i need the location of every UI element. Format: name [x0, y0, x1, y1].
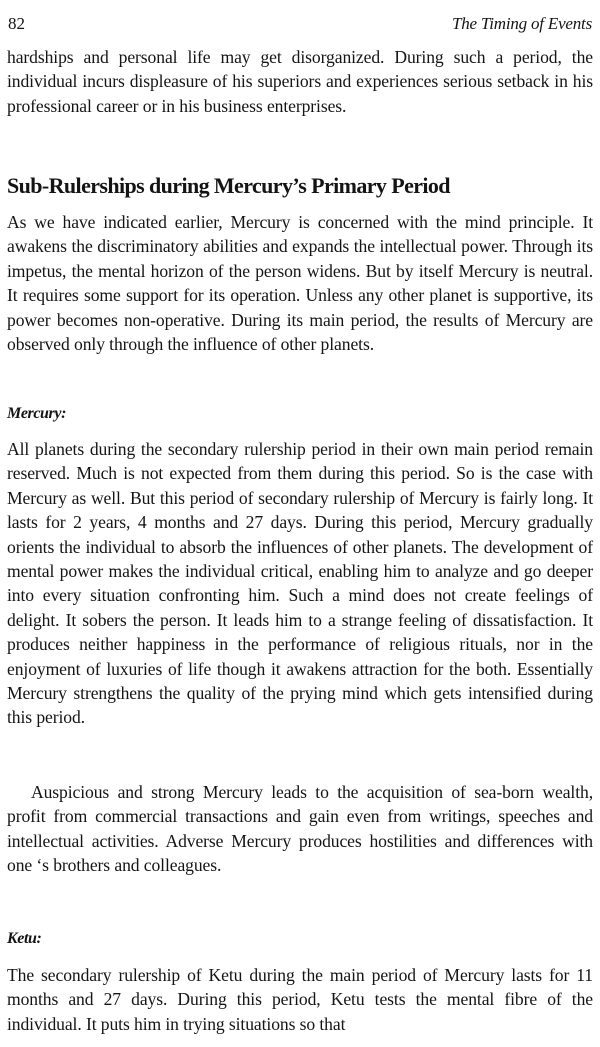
intro-paragraph: hardships and personal life may get disorganized. During such a period, the individual incurs displeasure of his superiors and experiences serious setback in his professional career or in his business enterprises.: [7, 47, 593, 116]
subheading-ketu: Ketu:: [7, 930, 42, 947]
running-header: [8, 12, 592, 36]
mercury-paragraph-2: Auspicious and strong Mercury leads to the acquisition of sea-born wealth, profit from commercial transactions and gain even from writings, speeches and intellectual activities. Adverse Mercury produces hostilities and differences with one ‘s brothers and colleagues.: [7, 782, 593, 876]
subheading-mercury: Mercury:: [7, 405, 67, 422]
mercury-paragraph-1: All planets during the secondary rulership period in their own main period remain reserved. Much is not expected from them during this period. So is the case with Mercury as well. But this period of secondary rulership of Mercury is fairly long. It lasts for 2 years, 4 months and 27 days. During this period, Mercury gradually orients the individual to absorb the influences of other planets. The development of mental power makes the individual critical, enabling him to analyze and go deeper into every situation confronting him. Such a mind does not create feelings of delight. It sobers the person. It leads him to a strange feeling of dissatisfaction. It produces neither happiness in the performance of religious rituals, nor in the enjoyment of luxuries of life though it awakens attraction for the both. Essentially Mercury strengthens the quality of the prying mind which gets intensified during this period.: [7, 439, 593, 728]
running-title: The Timing of Events: [451, 14, 592, 33]
page-number: 82: [8, 14, 25, 33]
section-paragraph: As we have indicated earlier, Mercury is concerned with the mind principle. It awakens the discriminatory abilities and expands the intellectual power. Through its impetus, the mental horizon of the person widens. But by itself Mercury is neutral. It requires some support for its operation. Unless any other planet is supportive, its power becomes non-operative. During its main period, the results of Mercury are observed only through the influence of other planets.: [7, 212, 593, 355]
ketu-paragraph-1: The secondary rulership of Ketu during the main period of Mercury lasts for 11 months and 27 days. During this period, Ketu tests the mental fibre of the individual. It puts him in trying situations so that: [7, 965, 593, 1034]
section-heading: Sub-Rulerships during Mercury’s Primary Period: [7, 173, 450, 198]
